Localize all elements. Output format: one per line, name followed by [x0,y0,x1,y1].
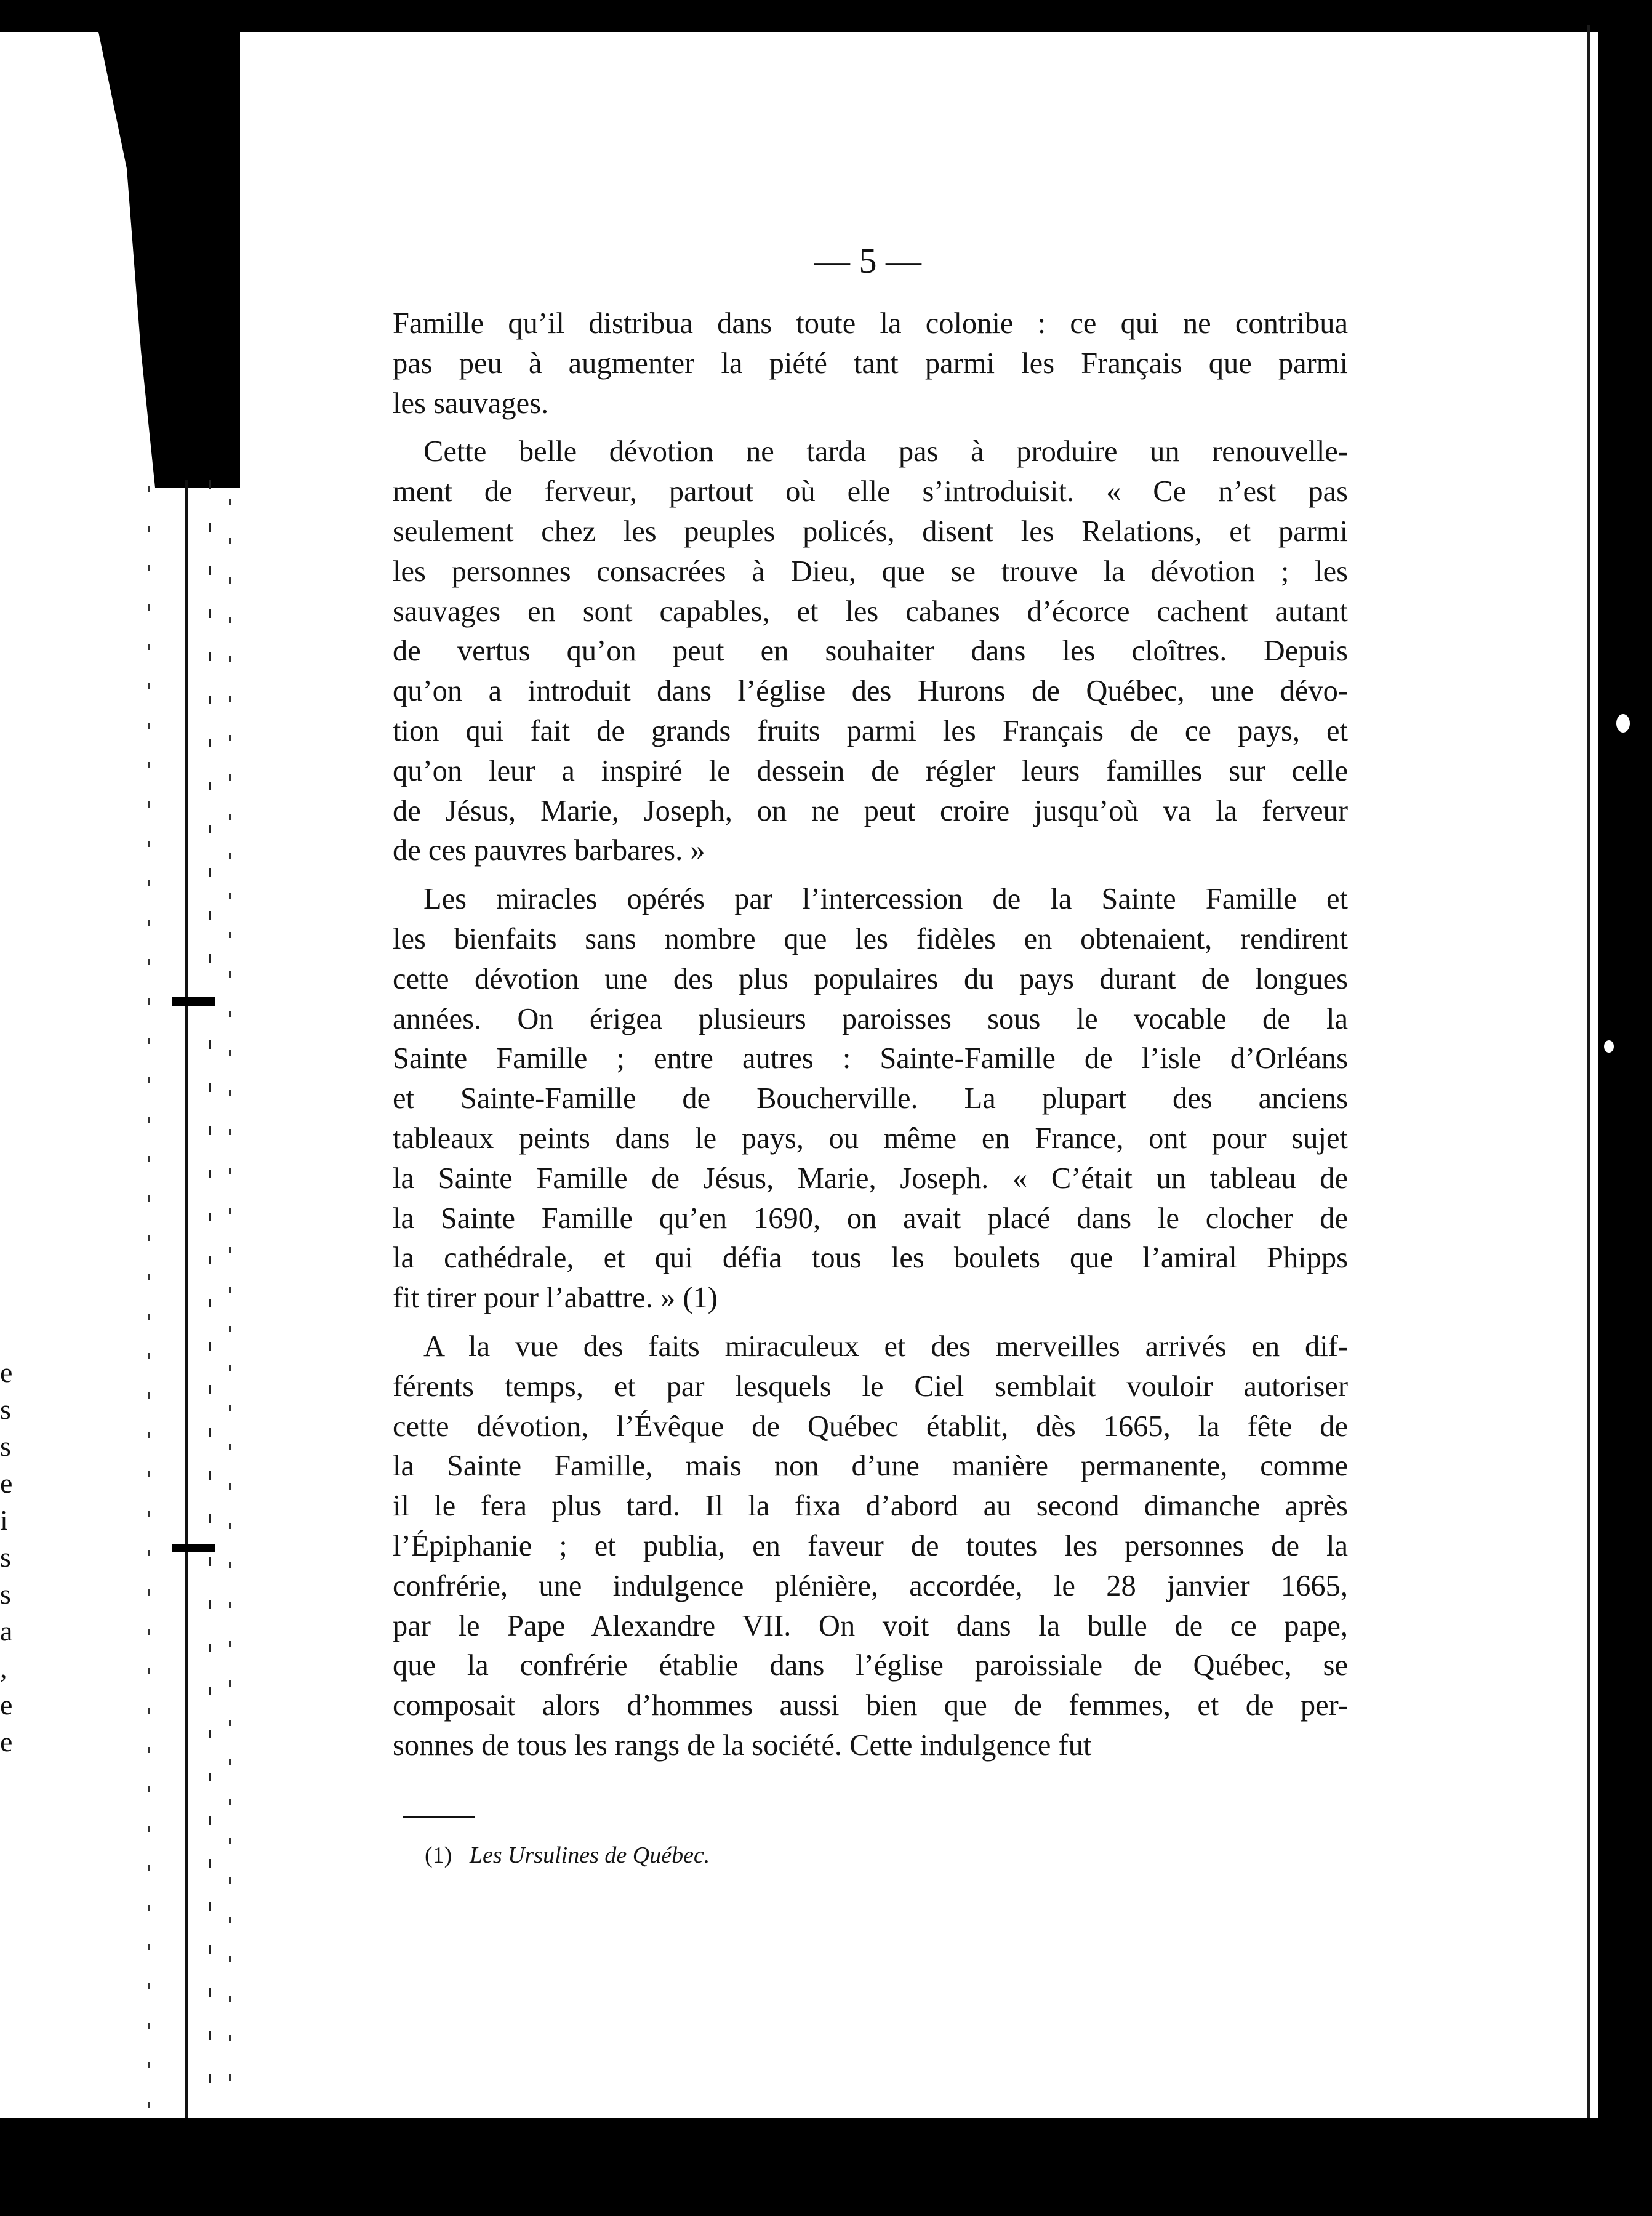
text-line: tion qui fait de grands fruits parmi les Français de ce pays, et [393,714,1348,747]
stitch-mark [172,1544,215,1552]
page-number: — 5 — [814,241,921,281]
page-right-edge [1587,25,1590,2121]
text-line: sonnes de tous les rangs de la société. Cette indulgence fut [393,1728,1092,1762]
text-line: de Jésus, Marie, Joseph, on ne peut croire jusqu’où va la ferveur [393,794,1348,827]
text-line: confrérie, une indulgence plénière, accordée, le 28 janvier 1665, [393,1569,1348,1602]
text-line: qu’on leur a inspiré le dessein de régler leurs familles sur celle [393,754,1348,787]
facing-page-letter: , [0,1652,7,1684]
scan-top-border [0,0,1652,32]
paragraph [393,432,1348,871]
text-line: Famille qu’il distribua dans toute la colonie : ce qui ne contribua [393,307,1348,340]
text-line: sauvages en sont capables, et les cabanes d’écorce cachent autant [393,595,1348,628]
text-line: les bienfaits sans nombre que les fidèles en obtenaient, rendirent [393,922,1348,955]
spine-stitch-line [185,480,188,2118]
text-line: Cette belle dévotion ne tarda pas à produire un renouvelle- [423,435,1348,468]
text-line: la Sainte Famille qu’en 1690, on avait placé dans le clocher de [393,1202,1348,1235]
text-line: cette dévotion une des plus populaires du pays durant de longues [393,962,1348,995]
facing-page-letter: a [0,1615,13,1647]
facing-page-letter: s [0,1578,11,1610]
facing-page-fragment [0,1354,15,1847]
text-line: de ces pauvres barbares. » [393,834,705,867]
text-line: de vertus qu’on peut en souhaiter dans les cloîtres. Depuis [393,635,1348,668]
facing-page-letter: e [0,1357,13,1388]
facing-page-letter: s [0,1541,11,1573]
facing-page-letter: e [0,1726,13,1757]
body-text [393,304,1348,1775]
text-line: tableaux peints dans le pays, ou même en France, ont pour sujet [393,1122,1348,1155]
text-line: pas peu à augmenter la piété tant parmi les Français que parmi [393,347,1348,380]
paragraph [393,1327,1348,1766]
text-line: l’Épiphanie ; et publia, en faveur de toutes les personnes de la [393,1529,1348,1562]
text-line: que la confrérie établie dans l’église paroissiale de Québec, se [393,1649,1348,1682]
scan-bottom-border [0,2118,1652,2216]
text-line: seulement chez les peuples policés, disent les Relations, et parmi [393,515,1348,548]
text-line: les sauvages. [393,387,549,420]
footnote-rule [403,1816,475,1818]
paragraph [393,880,1348,1319]
footnote-marker: (1) [425,1842,452,1868]
text-line: ment de ferveur, partout où elle s’introduisit. « Ce n’est pas [393,475,1348,508]
text-line: les personnes consacrées à Dieu, que se trouve la dévotion ; les [393,555,1348,588]
scan-right-border [1598,0,1652,2216]
facing-page-letter: e [0,1467,13,1499]
text-line: Sainte Famille ; entre autres : Sainte-Famille de l’isle d’Orléans [393,1042,1348,1075]
stitch-mark [172,997,215,1006]
text-line: cette dévotion, l’Évêque de Québec établit, dès 1665, la fête de [393,1410,1348,1443]
text-line: férents temps, et par lesquels le Ciel semblait vouloir autoriser [393,1370,1348,1403]
spine-stitch-dashes [209,480,211,2118]
text-line: Les miracles opérés par l’intercession de la Sainte Famille et [423,883,1348,916]
footnote-title: Les Ursulines de Québec. [469,1842,710,1868]
text-line: années. On érigea plusieurs paroisses sous le vocable de la [393,1002,1348,1035]
paragraph [393,304,1348,424]
stitch-holes [148,486,150,2111]
stitch-holes [229,499,231,2111]
facing-page-letter: s [0,1431,11,1462]
text-line: fit tirer pour l’abattre. » (1) [393,1282,718,1315]
scan-speck [1616,714,1630,733]
text-line: et Sainte-Famille de Boucherville. La plupart des anciens [393,1082,1348,1115]
scan-speck [1604,1040,1614,1053]
text-line: A la vue des faits miraculeux et des merveilles arrivés en dif- [423,1330,1348,1363]
text-line: composait alors d’hommes aussi bien que de femmes, et de per- [393,1689,1348,1722]
text-line: par le Pape Alexandre VII. On voit dans la bulle de ce pape, [393,1609,1348,1642]
facing-page-letter: i [0,1504,8,1536]
text-line: la Sainte Famille, mais non d’une manière permanente, comme [393,1450,1348,1483]
text-line: qu’on a introduit dans l’église des Hurons de Québec, une dévo- [393,675,1348,708]
text-line: la Sainte Famille de Jésus, Marie, Joseph. « C’était un tableau de [393,1162,1348,1195]
text-line: il le fera plus tard. Il la fixa d’abord au second dimanche après [393,1490,1348,1523]
footnote [425,1842,710,1869]
facing-page-letter: s [0,1394,11,1425]
text-line: la cathédrale, et qui défia tous les boulets que l’amiral Phipps [393,1242,1348,1275]
facing-page-letter: e [0,1689,13,1720]
